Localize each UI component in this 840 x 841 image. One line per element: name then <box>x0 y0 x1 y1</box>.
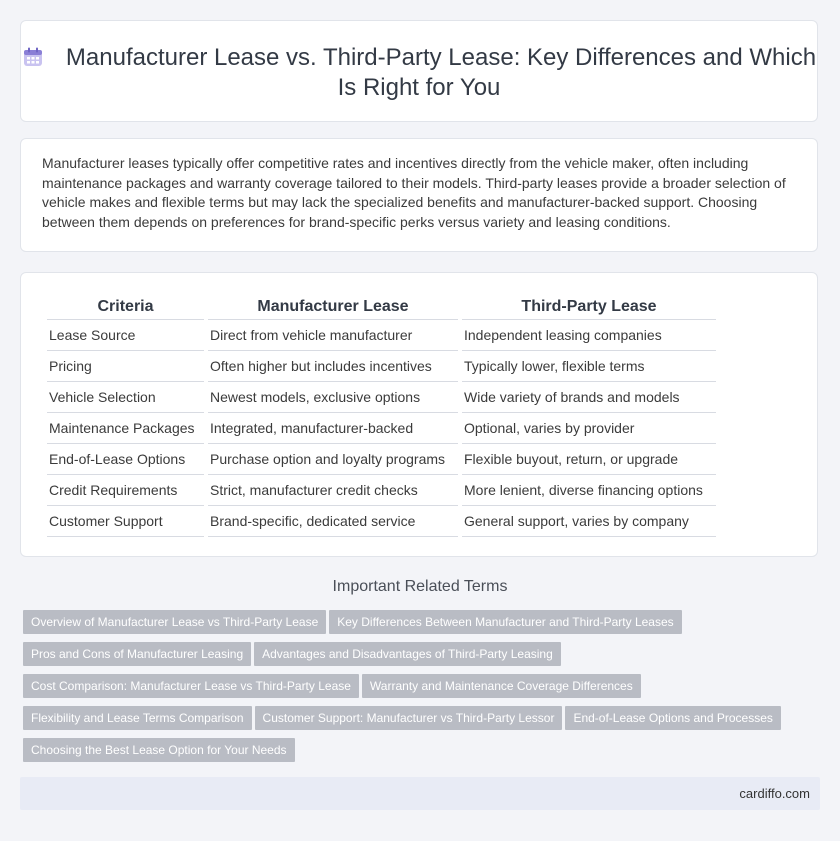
calendar-icon <box>22 46 44 68</box>
related-term-tag[interactable]: Advantages and Disadvantages of Third-Party Leasing <box>254 642 561 666</box>
related-term-tag[interactable]: Cost Comparison: Manufacturer Lease vs Third-Party Lease <box>23 674 359 698</box>
related-term-tag[interactable]: Key Differences Between Manufacturer and Third-Party Leases <box>329 610 681 634</box>
intro-card <box>20 138 818 252</box>
related-terms-title: Important Related Terms <box>332 578 508 595</box>
table-cell: General support, varies by company <box>462 506 716 537</box>
comparison-table <box>43 295 720 537</box>
table-cell: Direct from vehicle manufacturer <box>208 320 458 351</box>
table-row <box>47 320 716 351</box>
table-cell: Independent leasing companies <box>462 320 716 351</box>
table-row <box>47 475 716 506</box>
table-cell: Often higher but includes incentives <box>208 351 458 382</box>
table-cell: Maintenance Packages <box>47 413 204 444</box>
table-cell: Typically lower, flexible terms <box>462 351 716 382</box>
table-cell: End-of-Lease Options <box>47 444 204 475</box>
related-term-tag[interactable]: Flexibility and Lease Terms Comparison <box>23 706 252 730</box>
table-cell: Optional, varies by provider <box>462 413 716 444</box>
table-cell: Brand-specific, dedicated service <box>208 506 458 537</box>
table-row <box>47 382 716 413</box>
table-cell: Purchase option and loyalty programs <box>208 444 458 475</box>
intro-paragraph: Manufacturer leases typically offer competitive rates and incentives directly from the vehicle maker, often including maintenance packages and warranty coverage tailored to their models. Third-party leases provide a broader selection of vehicle makes and flexible terms but may lack the specialized benefits and manufacturer-backed support. Choosing between them depends on preferences for brand-specific perks versus variety and leasing conditions. <box>42 155 786 230</box>
footer-site-link[interactable]: cardiffo.com <box>739 786 810 801</box>
related-term-tag[interactable]: End-of-Lease Options and Processes <box>565 706 780 730</box>
header-manufacturer: Manufacturer Lease <box>208 295 458 320</box>
table-row <box>47 444 716 475</box>
table-cell: Wide variety of brands and models <box>462 382 716 413</box>
table-header-row <box>47 295 716 320</box>
table-cell: Newest models, exclusive options <box>208 382 458 413</box>
table-row <box>47 413 716 444</box>
table-row <box>47 506 716 537</box>
related-term-tag[interactable]: Customer Support: Manufacturer vs Third-Party Lessor <box>255 706 563 730</box>
related-term-tag[interactable]: Pros and Cons of Manufacturer Leasing <box>23 642 251 666</box>
table-cell: Pricing <box>47 351 204 382</box>
title-text: Manufacturer Lease vs. Third-Party Lease: Key Differences and Which Is Right for You <box>65 44 817 101</box>
header-card <box>20 20 818 122</box>
header-criteria: Criteria <box>47 295 204 320</box>
page-title <box>21 43 817 103</box>
table-row <box>47 351 716 382</box>
table-cell: Lease Source <box>47 320 204 351</box>
comparison-card <box>20 272 818 557</box>
table-cell: Strict, manufacturer credit checks <box>208 475 458 506</box>
table-cell: Credit Requirements <box>47 475 204 506</box>
table-cell: Vehicle Selection <box>47 382 204 413</box>
table-cell: More lenient, diverse financing options <box>462 475 716 506</box>
related-term-tag[interactable]: Warranty and Maintenance Coverage Differences <box>362 674 641 698</box>
related-terms-list <box>23 610 813 770</box>
title-wrap <box>21 43 817 103</box>
table-cell: Integrated, manufacturer-backed <box>208 413 458 444</box>
table-cell: Customer Support <box>47 506 204 537</box>
footer <box>20 777 820 810</box>
table-cell: Flexible buyout, return, or upgrade <box>462 444 716 475</box>
related-term-tag[interactable]: Choosing the Best Lease Option for Your Needs <box>23 738 295 762</box>
related-term-tag[interactable]: Overview of Manufacturer Lease vs Third-Party Lease <box>23 610 326 634</box>
header-third-party: Third-Party Lease <box>462 295 716 320</box>
